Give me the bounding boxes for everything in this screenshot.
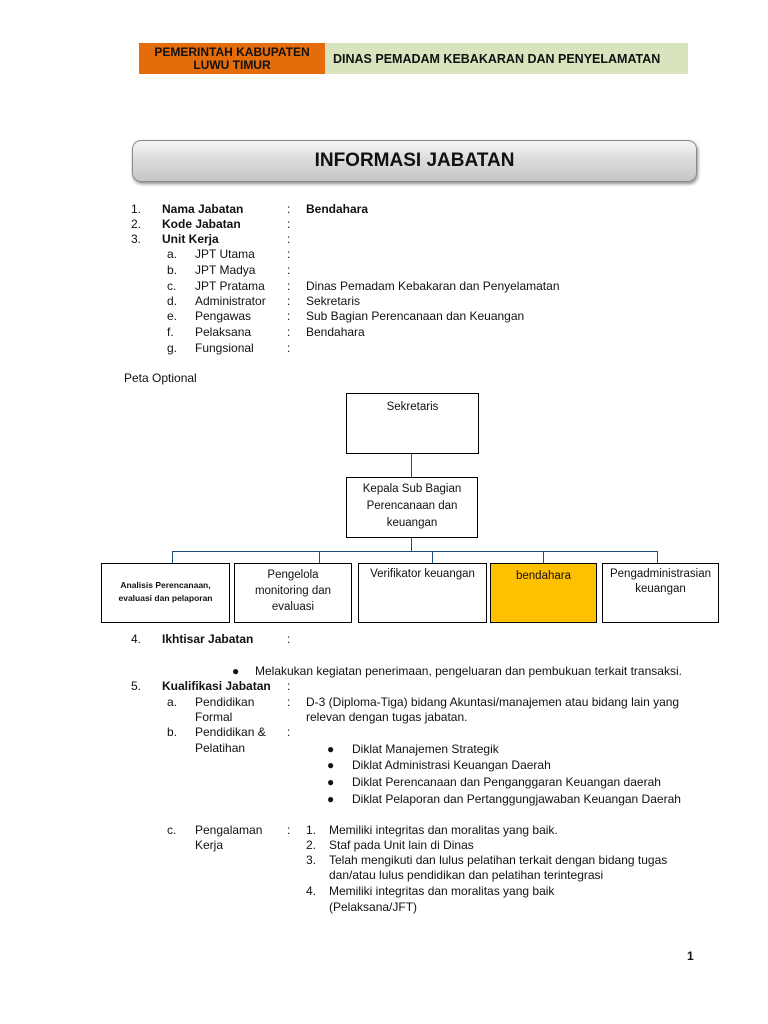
diklat-4-bullet-icon: ● bbox=[327, 792, 335, 806]
diklat-1: Diklat Manajemen Strategik bbox=[352, 742, 499, 756]
org-connector-drop-5 bbox=[657, 551, 658, 563]
ikhtisar-text: Melakukan kegiatan penerimaan, pengeluaran dan pembukuan terkait transaksi. bbox=[255, 664, 682, 678]
org-box-pengelola-line3: evaluasi bbox=[271, 601, 315, 613]
kualifikasi-b-label-1: Pendidikan & bbox=[195, 725, 266, 739]
kualifikasi-c-colon: : bbox=[287, 823, 291, 837]
org-box-pengelola-line1: Pengelola bbox=[267, 569, 319, 581]
item-3-label: Unit Kerja bbox=[162, 232, 219, 246]
pengalaman-1-number: 1. bbox=[306, 823, 317, 837]
unit-f-letter: f. bbox=[167, 325, 174, 339]
kualifikasi-a-label-1: Pendidikan bbox=[195, 695, 255, 709]
kualifikasi-a-colon: : bbox=[287, 695, 291, 709]
org-box-kasubag-line1: Kepala Sub Bagian bbox=[362, 483, 462, 495]
pengalaman-1-text: Memiliki integritas dan moralitas yang baik. bbox=[329, 823, 558, 837]
header-agency: DINAS PEMADAM KEBAKARAN DAN PENYELAMATAN bbox=[325, 43, 688, 74]
org-connector-drop-2 bbox=[319, 551, 320, 563]
pengalaman-3-text-2: dan/atau lulus pendidikan dan pelatihan terintegrasi bbox=[329, 868, 604, 882]
unit-a-letter: a. bbox=[167, 247, 178, 261]
org-box-pengelola bbox=[234, 563, 352, 623]
org-box-pengelola-line2: monitoring dan bbox=[254, 585, 332, 597]
item-2-colon: : bbox=[287, 217, 291, 231]
peta-label: Peta Optional bbox=[124, 371, 197, 385]
org-box-bendahara bbox=[490, 563, 597, 623]
item-5-number: 5. bbox=[131, 679, 142, 693]
org-connector-horizontal bbox=[172, 551, 657, 552]
org-box-verifikator-label: Verifikator keuangan bbox=[370, 568, 475, 580]
pengalaman-3-text-1: Telah mengikuti dan lulus pelatihan terkait dengan bidang tugas bbox=[329, 853, 668, 867]
pengalaman-2-text: Staf pada Unit lain di Dinas bbox=[329, 838, 474, 852]
org-box-pengadministrasian bbox=[602, 563, 719, 623]
unit-d-colon: : bbox=[287, 294, 291, 308]
page-title: INFORMASI JABATAN bbox=[132, 140, 697, 182]
diklat-3-bullet-icon: ● bbox=[327, 775, 335, 789]
pengalaman-2-number: 2. bbox=[306, 838, 317, 852]
org-connector-drop-3 bbox=[432, 551, 433, 563]
unit-f-label: Pelaksana bbox=[195, 325, 252, 339]
item-3-colon: : bbox=[287, 232, 291, 246]
item-4-number: 4. bbox=[131, 632, 142, 646]
item-1-colon: : bbox=[287, 202, 291, 216]
unit-a-label: JPT Utama bbox=[195, 247, 255, 261]
kualifikasi-a-letter: a. bbox=[167, 695, 178, 709]
unit-g-letter: g. bbox=[167, 341, 178, 355]
diklat-4: Diklat Pelaporan dan Pertanggungjawaban Keuangan Daerah bbox=[352, 792, 681, 806]
pengalaman-4-number: 4. bbox=[306, 884, 317, 898]
kualifikasi-c-label-1: Pengalaman bbox=[195, 823, 263, 837]
diklat-3: Diklat Perencanaan dan Penganggaran Keuangan daerah bbox=[352, 775, 661, 789]
kualifikasi-b-colon: : bbox=[287, 725, 291, 739]
item-2-number: 2. bbox=[131, 217, 142, 231]
org-connector-drop-1 bbox=[172, 551, 173, 563]
kualifikasi-a-value-1: D-3 (Diploma-Tiga) bidang Akuntasi/manajemen atau bidang lain yang bbox=[306, 695, 680, 709]
pengalaman-4-text-1: Memiliki integritas dan moralitas yang baik bbox=[329, 884, 555, 898]
kualifikasi-b-letter: b. bbox=[167, 725, 178, 739]
item-2-label: Kode Jabatan bbox=[162, 217, 241, 231]
item-5-label: Kualifikasi Jabatan bbox=[162, 679, 271, 693]
org-box-analisis-line2: evaluasi dan pelaporan bbox=[118, 593, 213, 603]
diklat-2-bullet-icon: ● bbox=[327, 758, 335, 772]
ikhtisar-bullet-icon: ● bbox=[232, 664, 240, 678]
org-box-pengadministrasian-line1: Pengadministrasian bbox=[609, 568, 711, 580]
kualifikasi-c-label-2: Kerja bbox=[195, 838, 224, 852]
unit-g-colon: : bbox=[287, 341, 291, 355]
unit-d-letter: d. bbox=[167, 294, 178, 308]
org-box-sekretaris bbox=[346, 393, 479, 454]
org-box-analisis bbox=[101, 563, 230, 623]
header-government bbox=[139, 43, 325, 74]
page-number: 1 bbox=[687, 949, 694, 963]
org-box-bendahara-label: bendahara bbox=[516, 570, 571, 582]
unit-c-label: JPT Pratama bbox=[195, 279, 265, 293]
unit-b-letter: b. bbox=[167, 263, 178, 277]
kualifikasi-c-letter: c. bbox=[167, 823, 177, 837]
org-box-pengadministrasian-line2: keuangan bbox=[635, 583, 686, 595]
unit-e-letter: e. bbox=[167, 309, 178, 323]
unit-c-value: Dinas Pemadam Kebakaran dan Penyelamatan bbox=[306, 279, 560, 293]
header-government-line1: PEMERINTAH KABUPATEN bbox=[154, 44, 310, 59]
org-box-sekretaris-label: Sekretaris bbox=[386, 401, 439, 413]
item-1-label: Nama Jabatan bbox=[162, 202, 244, 216]
unit-e-value: Sub Bagian Perencanaan dan Keuangan bbox=[306, 309, 525, 323]
kualifikasi-b-label-2: Pelatihan bbox=[195, 741, 246, 755]
org-connector-drop-4 bbox=[543, 551, 544, 563]
item-4-label: Ikhtisar Jabatan bbox=[162, 632, 254, 646]
org-box-kasubag bbox=[346, 477, 478, 538]
org-box-verifikator bbox=[358, 563, 487, 623]
unit-c-letter: c. bbox=[167, 279, 177, 293]
org-connector-top bbox=[411, 453, 412, 477]
header-government-line2: LUWU TIMUR bbox=[193, 57, 271, 72]
unit-d-value: Sekretaris bbox=[306, 294, 361, 308]
unit-f-value: Bendahara bbox=[306, 325, 365, 339]
item-5-colon: : bbox=[287, 679, 291, 693]
kualifikasi-a-value-2: relevan dengan tugas jabatan. bbox=[306, 710, 468, 724]
unit-e-label: Pengawas bbox=[195, 309, 252, 323]
org-connector-mid bbox=[411, 537, 412, 551]
item-3-number: 3. bbox=[131, 232, 142, 246]
unit-g-label: Fungsional bbox=[195, 341, 254, 355]
pengalaman-4-text-2: (Pelaksana/JFT) bbox=[329, 900, 418, 914]
item-1-number: 1. bbox=[131, 202, 142, 216]
unit-e-colon: : bbox=[287, 309, 291, 323]
item-4-colon: : bbox=[287, 632, 291, 646]
diklat-1-bullet-icon: ● bbox=[327, 742, 335, 756]
unit-b-colon: : bbox=[287, 263, 291, 277]
org-box-analisis-line1: Analisis Perencanaan, bbox=[120, 580, 211, 590]
item-1-value: Bendahara bbox=[306, 202, 369, 216]
unit-d-label: Administrator bbox=[195, 294, 266, 308]
diklat-2: Diklat Administrasi Keuangan Daerah bbox=[352, 758, 551, 772]
kualifikasi-a-label-2: Formal bbox=[195, 710, 233, 724]
pengalaman-3-number: 3. bbox=[306, 853, 317, 867]
org-box-kasubag-line3: keuangan bbox=[386, 517, 438, 529]
unit-c-colon: : bbox=[287, 279, 291, 293]
org-box-kasubag-line2: Perencanaan dan bbox=[366, 500, 458, 512]
unit-a-colon: : bbox=[287, 247, 291, 261]
unit-b-label: JPT Madya bbox=[195, 263, 256, 277]
unit-f-colon: : bbox=[287, 325, 291, 339]
